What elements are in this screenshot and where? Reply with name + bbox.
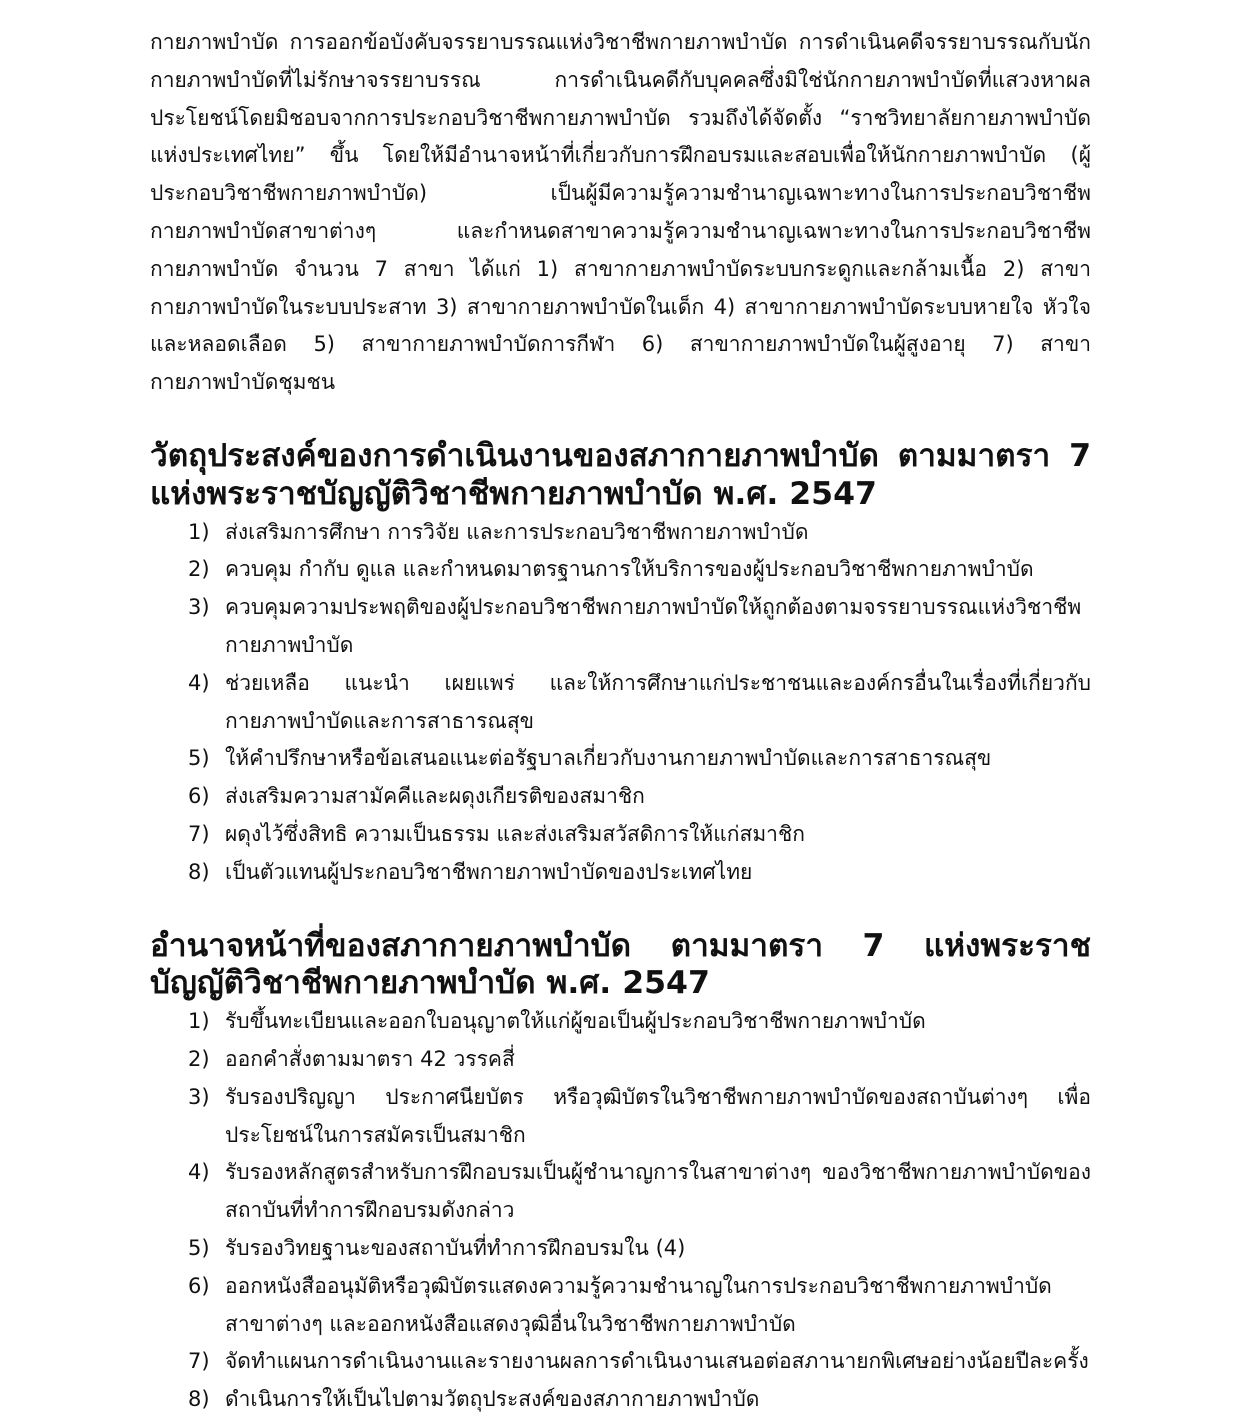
item-text: ควบคุมความประพฤติของผู้ประกอบวิชาชีพกายภาพบำบัดให้ถูกต้องตามจรรยาบรรณแห่งวิชาชีพกายภาพบำบัด: [225, 595, 1082, 657]
list-item: [150, 816, 1091, 854]
list-item: [150, 778, 1091, 816]
item-text: ให้คำปรึกษาหรือข้อเสนอแนะต่อรัฐบาลเกี่ยวกับงานกายภาพบำบัดและการสาธารณสุข: [225, 746, 992, 771]
item-number: 3): [188, 1084, 210, 1109]
item-text: ส่งเสริมความสามัคคีและผดุงเกียรติของสมาชิก: [225, 784, 645, 809]
item-text: ช่วยเหลือ แนะนำ เผยแพร่ และให้การศึกษาแก่ประชาชนและองค์กรอื่นในเรื่องที่เกี่ยวกับกายภาพบำบัดและการสาธารณสุข: [225, 670, 1091, 733]
list-item: [150, 1381, 1091, 1419]
item-number: 4): [188, 670, 210, 695]
intro-paragraph: กายภาพบำบัด การออกข้อบังคับจรรยาบรรณแห่งวิชาชีพกายภาพบำบัด การดำเนินคดีจรรยาบรรณกับนักกายภาพบำบัดที่ไม่รักษาจรรยาบรรณ การดำเนินคดีกับบุคคลซึ่งมิใช่นักกายภาพบำบัดที่แสวงหาผลประโยชน์โดยมิชอบจากการประกอบวิชาชีพกายภาพบำบัด รวมถึงได้จัดตั้ง “ราชวิทยาลัยกายภาพบำบัดแห่งประเทศไทย” ขึ้น โดยให้มีอำนาจหน้าที่เกี่ยวกับการฝึกอบรมและสอบเพื่อให้นักกายภาพบำบัด (ผู้ประกอบวิชาชีพกายภาพบำบัด) เป็นผู้มีความรู้ความชำนาญเฉพาะทางในการประกอบวิชาชีพกายภาพบำบัดสาขาต่างๆ และกำหนดสาขาความรู้ความชำนาญเฉพาะทางในการประกอบวิชาชีพกายภาพบำบัด จำนวน 7 สาขา ได้แก่ 1) สาขากายภาพบำบัดระบบกระดูกและกล้ามเนื้อ 2) สาขากายภาพบำบัดในระบบประสาท 3) สาขากายภาพบำบัดในเด็ก 4) สาขากายภาพบำบัดระบบหายใจ หัวใจและหลอดเลือด 5) สาขากายภาพบำบัดการกีฬา 6) สาขากายภาพบำบัดในผู้สูงอายุ 7) สาขากายภาพบำบัดชุมชน: [150, 30, 1091, 395]
item-number: 3): [188, 595, 210, 620]
list-item: [150, 854, 1091, 892]
list-item: [150, 589, 1091, 665]
list-item: [150, 1268, 1091, 1344]
item-number: 4): [188, 1160, 210, 1185]
item-number: 8): [188, 859, 210, 884]
intro-section: [150, 24, 1091, 402]
objectives-list: [150, 514, 1091, 892]
item-number: 1): [188, 519, 210, 544]
item-text: ดำเนินการให้เป็นไปตามวัตถุประสงค์ของสภากายภาพบำบัด: [225, 1387, 760, 1412]
powers-list: [150, 1003, 1091, 1419]
list-item: [150, 551, 1091, 589]
objectives-heading: วัตถุประสงค์ของการดำเนินงานของสภากายภาพบำบัด ตามมาตรา 7 แห่งพระราชบัญญัติวิชาชีพกายภาพบำบัด พ.ศ. 2547: [150, 437, 1091, 512]
item-text: รับรองหลักสูตรสำหรับการฝึกอบรมเป็นผู้ชำนาญการในสาขาต่างๆ ของวิชาชีพกายภาพบำบัดของสถาบันที่ทำการฝึกอบรมดังกล่าว: [225, 1160, 1091, 1223]
item-text: ควบคุม กำกับ ดูแล และกำหนดมาตรฐานการให้บริการของผู้ประกอบวิชาชีพกายภาพบำบัด: [225, 557, 1034, 582]
list-item: [150, 514, 1091, 552]
list-item: [150, 665, 1091, 741]
powers-heading: อำนาจหน้าที่ของสภากายภาพบำบัด ตามมาตรา 7 แห่งพระราชบัญญัติวิชาชีพกายภาพบำบัด พ.ศ. 2547: [150, 927, 1091, 1002]
item-text: ออกหนังสืออนุมัติหรือวุฒิบัตรแสดงความรู้ความชำนาญในการประกอบวิชาชีพกายภาพบำบัดสาขาต่างๆ และออกหนังสือแสดงวุฒิอื่นในวิชาชีพกายภาพบำบัด: [225, 1273, 1052, 1336]
list-item: [150, 1230, 1091, 1268]
item-number: 7): [188, 1349, 210, 1374]
item-number: 8): [188, 1387, 210, 1412]
item-text: รับขึ้นทะเบียนและออกใบอนุญาตให้แก่ผู้ขอเป็นผู้ประกอบวิชาชีพกายภาพบำบัด: [225, 1009, 926, 1034]
list-item: [150, 1154, 1091, 1230]
item-text: ส่งเสริมการศึกษา การวิจัย และการประกอบวิชาชีพกายภาพบำบัด: [225, 519, 809, 544]
item-number: 1): [188, 1009, 210, 1034]
item-text: เป็นตัวแทนผู้ประกอบวิชาชีพกายภาพบำบัดของประเทศไทย: [225, 859, 753, 884]
item-text: รับรองวิทยฐานะของสถาบันที่ทำการฝึกอบรมใน (4): [225, 1235, 686, 1260]
list-item: [150, 1343, 1091, 1381]
item-number: 5): [188, 1235, 210, 1260]
item-text: ออกคำสั่งตามมาตรา 42 วรรคสี่: [225, 1046, 515, 1071]
item-number: 2): [188, 557, 210, 582]
item-text: ผดุงไว้ซึ่งสิทธิ ความเป็นธรรม และส่งเสริมสวัสดิการให้แก่สมาชิก: [225, 821, 805, 846]
item-text: จัดทำแผนการดำเนินงานและรายงานผลการดำเนินงานเสนอต่อสภานายกพิเศษอย่างน้อยปีละครั้ง: [225, 1349, 1089, 1374]
item-number: 6): [188, 1273, 210, 1298]
item-number: 2): [188, 1046, 210, 1071]
item-text: รับรองปริญญา ประกาศนียบัตร หรือวุฒิบัตรในวิชาชีพกายภาพบำบัดของสถาบันต่างๆ เพื่อประโยชน์ในการสมัครเป็นสมาชิก: [225, 1084, 1091, 1147]
list-item: [150, 740, 1091, 778]
list-item: [150, 1041, 1091, 1079]
list-item: [150, 1079, 1091, 1155]
item-number: 7): [188, 821, 210, 846]
item-number: 5): [188, 746, 210, 771]
item-number: 6): [188, 784, 210, 809]
document-page: [150, 24, 1091, 1419]
list-item: [150, 1003, 1091, 1041]
